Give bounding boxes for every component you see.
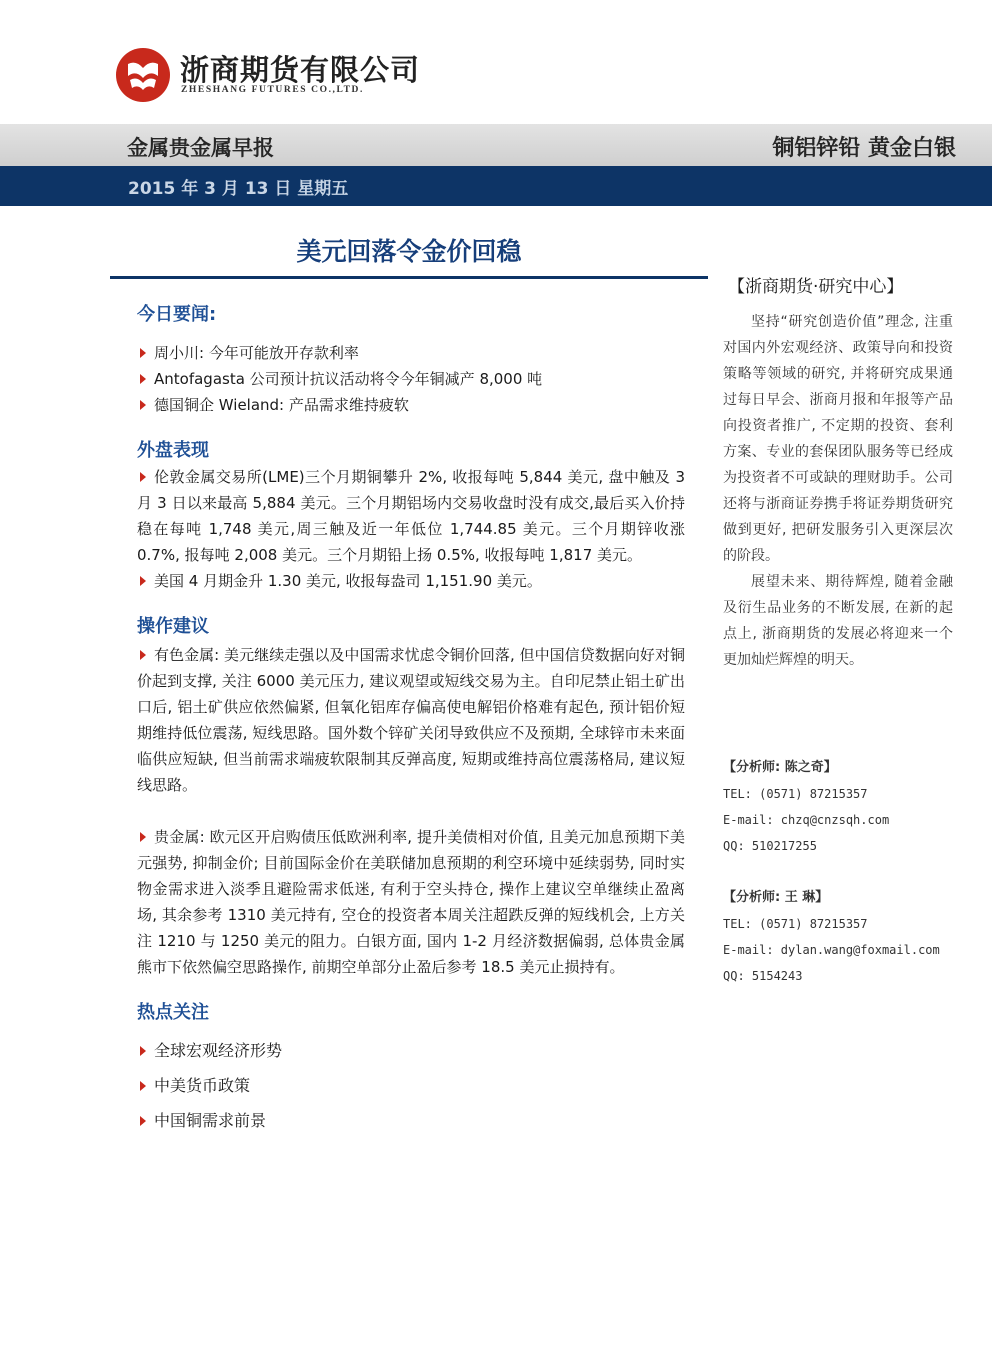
analyst-card [723,886,963,989]
analyst-card [723,756,963,859]
analyst-tel: TEL: (0571) 87215357 [723,787,868,801]
triangle-bullet-icon [140,374,146,384]
report-title: 美元回落令金价回稳 [296,237,522,266]
overseas-paragraph-metals: 伦敦金属交易所(LME)三个月期铜攀升 2%, 收报每吨 5,844 美元, 盘中触及 3 月 3 日以来最高 5,884 美元。三个月期铝场内交易收盘时没有成交,最后买入价持稳在每吨 1,748 美元,周三触及近一年低位 1,744.85 美元。三个月期锌收涨 0.7%, 报每吨 2,008 美元。三个月期铅上扬 0.5%, 收报每吨 1,817 美元。 [137,468,685,564]
report-date: 2015 年 3 月 13 日 星期五 [128,179,349,199]
triangle-bullet-icon [140,650,146,660]
triangle-bullet-icon [140,1116,146,1126]
overseas-paragraph-gold: 美国 4 月期金升 1.30 美元, 收报每盎司 1,151.90 美元。 [137,568,685,594]
date-band [0,166,992,206]
news-list [137,340,685,418]
company-logo-icon [114,46,172,104]
main-column [137,300,685,1143]
triangle-bullet-icon [140,348,146,358]
analyst-name: 【分析师: 王 琳】 [723,890,829,905]
triangle-bullet-icon [140,400,146,410]
report-type: 金属贵金属早报 [127,136,274,160]
advice-base-metals: 有色金属: 美元继续走强以及中国需求忧虑令铜价回落, 但中国信贷数据向好对铜价起到支撑, 关注 6000 美元压力, 建议观望或短线交易为主。自印尼禁止铝土矿出口后, 铝土矿供应依然偏紧, 但氧化铝库存偏高使电解铝价格难有起色, 预计铝价短期维持低位震荡, 短线思路。国外数个锌矿关闭导致供应不及预期, 全球锌市未来面临供应短缺, 但当前需求端疲软限制其反弹高度, 短期或维持高位震荡格局, 建议短线思路。 [137,646,685,794]
triangle-bullet-icon [140,1046,146,1056]
list-item: 周小川: 今年可能放开存款利率 [137,340,685,366]
overseas-heading: 外盘表现 [137,440,209,461]
analyst-qq: QQ: 510217255 [723,839,817,853]
list-item: 德国铜企 Wieland: 产品需求维持疲软 [137,392,685,418]
analyst-tel: TEL: (0571) 87215357 [723,917,868,931]
triangle-bullet-icon [140,576,146,586]
hot-topics-heading: 热点关注 [137,1002,209,1023]
analyst-email[interactable]: E-mail: dylan.wang@foxmail.com [723,943,940,957]
list-item: 全球宏观经济形势 [137,1038,685,1064]
metals-label: 铜铝锌铅 黄金白银 [772,136,956,161]
list-item: 中美货币政策 [137,1073,685,1099]
sidebar [723,272,953,673]
company-name-en: ZHESHANG FUTURES CO.,LTD. [181,85,364,95]
company-name-cn: 浙商期货有限公司 [180,53,421,87]
advice-precious-metals: 贵金属: 欧元区开启购债压低欧洲利率, 提升美债相对价值, 且美元加息预期下美元强势, 抑制金价; 目前国际金价在美联储加息预期的利空环境中延续弱势, 同时实物金需求进入淡季且避险需求低迷, 有利于空头持仓, 操作上建议空单继续止盈离场, 其余参考 1310 美元持有, 空仓的投资者本周关注超跌反弹的短线机会, 上方关注 1210 与 1250 美元的阻力。白银方面, 国内 1-2 月经济数据偏弱, 总体贵金属熊市下依然偏空思路操作, 前期空单部分止盈后参考 18.5 美元止损持有。 [137,828,685,976]
advice-heading: 操作建议 [137,616,209,637]
analyst-name: 【分析师: 陈之奇】 [723,760,837,775]
news-heading: 今日要闻: [137,304,217,325]
sidebar-paragraph-1: 坚持“研究创造价值”理念, 注重对国内外宏观经济、政策导向和投资策略等领域的研究, 并将研究成果通过每日早会、浙商月报和年报等产品向投资者推广, 不定期的投资、套利方案、专业的套保团队服务等已经成为投资者不可或缺的理财助手。公司还将与浙商证券携手将证券期货研究做到更好, 把研发服务引入更深层次的阶段。 [723,314,953,564]
triangle-bullet-icon [140,472,146,482]
sidebar-heading: 【浙商期货·研究中心】 [728,277,904,297]
analyst-qq: QQ: 5154243 [723,969,803,983]
triangle-bullet-icon [140,1081,146,1091]
report-type-band [0,124,992,166]
title-divider [110,276,708,279]
triangle-bullet-icon [140,832,146,842]
list-item: 中国铜需求前景 [137,1108,685,1134]
list-item: Antofagasta 公司预计抗议活动将令今年铜减产 8,000 吨 [137,366,685,392]
hot-topics-list [137,1038,685,1134]
analyst-email[interactable]: E-mail: chzq@cnzsqh.com [723,813,890,827]
sidebar-paragraph-2: 展望未来、期待辉煌, 随着金融及衍生品业务的不断发展, 在新的起点上, 浙商期货的发展必将迎来一个更加灿烂辉煌的明天。 [723,574,953,668]
